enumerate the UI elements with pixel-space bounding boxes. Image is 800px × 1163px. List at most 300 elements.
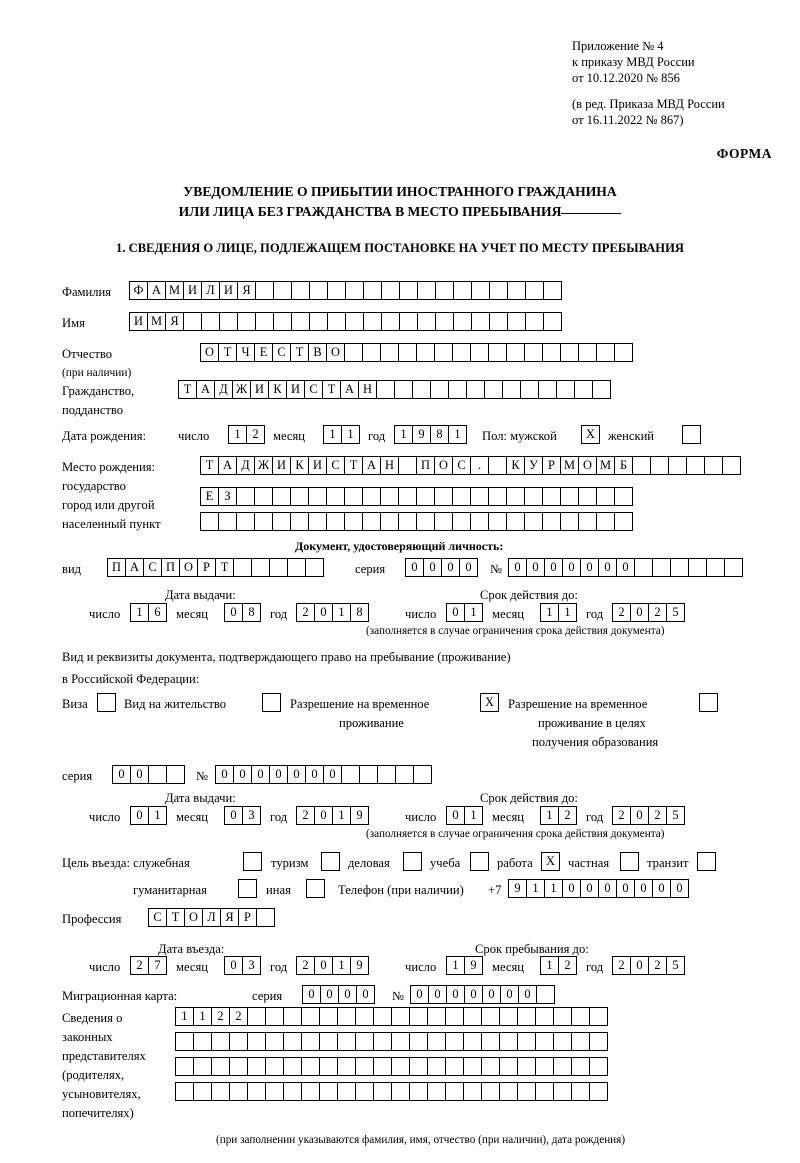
- form-cell[interactable]: Ч: [236, 343, 255, 362]
- form-cell[interactable]: 9: [464, 956, 483, 975]
- form-cell[interactable]: Л: [201, 281, 220, 300]
- form-cell[interactable]: [525, 312, 544, 331]
- form-cell[interactable]: Б: [614, 456, 633, 475]
- form-cell[interactable]: [571, 1032, 590, 1051]
- form-cell[interactable]: 1: [332, 956, 351, 975]
- form-cell[interactable]: [553, 1057, 572, 1076]
- form-cell[interactable]: [507, 281, 526, 300]
- form-cell[interactable]: [571, 1057, 590, 1076]
- birth-year-cells[interactable]: [394, 425, 466, 444]
- form-cell[interactable]: [166, 765, 185, 784]
- legal-rep-row-2-cells[interactable]: [175, 1032, 607, 1051]
- form-cell[interactable]: [193, 1032, 212, 1051]
- form-cell[interactable]: [229, 1082, 248, 1101]
- form-cell[interactable]: 0: [269, 765, 288, 784]
- form-cell[interactable]: 2: [558, 956, 577, 975]
- birth-day-cells[interactable]: [228, 425, 264, 444]
- name-cells[interactable]: [129, 312, 561, 331]
- form-cell[interactable]: [578, 487, 597, 506]
- form-cell[interactable]: 1: [228, 425, 247, 444]
- form-cell[interactable]: Р: [238, 908, 257, 927]
- form-cell[interactable]: [272, 487, 291, 506]
- form-cell[interactable]: [499, 1082, 518, 1101]
- doc-series-cells[interactable]: [405, 558, 477, 577]
- form-cell[interactable]: [380, 487, 399, 506]
- form-cell[interactable]: В: [308, 343, 327, 362]
- form-cell[interactable]: [517, 1032, 536, 1051]
- form-cell[interactable]: 7: [148, 956, 167, 975]
- form-cell[interactable]: [337, 1057, 356, 1076]
- form-cell[interactable]: [391, 1032, 410, 1051]
- doc-issue-year-cells[interactable]: [296, 603, 368, 622]
- form-cell[interactable]: 3: [242, 806, 261, 825]
- form-cell[interactable]: 1: [526, 879, 545, 898]
- form-cell[interactable]: 0: [224, 806, 243, 825]
- form-cell[interactable]: [290, 512, 309, 531]
- form-cell[interactable]: 0: [320, 985, 339, 1004]
- form-cell[interactable]: [489, 312, 508, 331]
- form-cell[interactable]: 0: [305, 765, 324, 784]
- form-cell[interactable]: 1: [544, 879, 563, 898]
- form-cell[interactable]: [560, 343, 579, 362]
- stay-month-cells[interactable]: [540, 956, 576, 975]
- form-cell[interactable]: 0: [630, 603, 649, 622]
- form-cell[interactable]: 9: [508, 879, 527, 898]
- form-cell[interactable]: [724, 558, 743, 577]
- form-cell[interactable]: [148, 765, 167, 784]
- birth-month-cells[interactable]: [323, 425, 359, 444]
- form-cell[interactable]: [201, 312, 220, 331]
- form-cell[interactable]: А: [340, 380, 359, 399]
- form-cell[interactable]: 0: [287, 765, 306, 784]
- form-cell[interactable]: 1: [341, 425, 360, 444]
- form-cell[interactable]: [381, 312, 400, 331]
- form-cell[interactable]: [326, 487, 345, 506]
- temporary-residence-checkbox[interactable]: X: [480, 693, 499, 712]
- purpose-business-checkbox[interactable]: [403, 852, 422, 871]
- form-cell[interactable]: [543, 312, 562, 331]
- form-cell[interactable]: 1: [446, 956, 465, 975]
- form-cell[interactable]: 0: [215, 765, 234, 784]
- form-cell[interactable]: 0: [482, 985, 501, 1004]
- surname-cells[interactable]: [129, 281, 561, 300]
- form-cell[interactable]: [668, 456, 687, 475]
- form-cell[interactable]: 2: [648, 956, 667, 975]
- form-cell[interactable]: [409, 1057, 428, 1076]
- form-cell[interactable]: [445, 1032, 464, 1051]
- form-cell[interactable]: 0: [508, 558, 527, 577]
- form-cell[interactable]: 0: [464, 985, 483, 1004]
- form-cell[interactable]: [376, 380, 395, 399]
- form-cell[interactable]: [435, 281, 454, 300]
- form-cell[interactable]: [536, 985, 555, 1004]
- form-cell[interactable]: [499, 1057, 518, 1076]
- birthplace-row-2-cells[interactable]: [200, 487, 632, 506]
- form-cell[interactable]: [452, 487, 471, 506]
- form-cell[interactable]: [301, 1032, 320, 1051]
- form-cell[interactable]: [287, 558, 306, 577]
- form-cell[interactable]: [269, 558, 288, 577]
- form-cell[interactable]: [175, 1082, 194, 1101]
- form-cell[interactable]: 8: [242, 603, 261, 622]
- form-cell[interactable]: [265, 1082, 284, 1101]
- form-cell[interactable]: [589, 1007, 608, 1026]
- form-cell[interactable]: П: [161, 558, 180, 577]
- visa-checkbox[interactable]: [97, 693, 116, 712]
- purpose-work-checkbox[interactable]: X: [541, 852, 560, 871]
- form-cell[interactable]: 0: [562, 558, 581, 577]
- form-cell[interactable]: О: [200, 343, 219, 362]
- form-cell[interactable]: [706, 558, 725, 577]
- form-cell[interactable]: 9: [350, 956, 369, 975]
- sex-male-checkbox[interactable]: X: [581, 425, 600, 444]
- form-cell[interactable]: [301, 1082, 320, 1101]
- stay-day-cells[interactable]: [446, 956, 482, 975]
- perm-issue-year-cells[interactable]: [296, 806, 368, 825]
- form-cell[interactable]: С: [452, 456, 471, 475]
- form-cell[interactable]: [255, 312, 274, 331]
- form-cell[interactable]: [463, 1057, 482, 1076]
- form-cell[interactable]: [592, 380, 611, 399]
- perm-valid-year-cells[interactable]: [612, 806, 684, 825]
- entry-year-cells[interactable]: [296, 956, 368, 975]
- form-cell[interactable]: [363, 312, 382, 331]
- form-cell[interactable]: С: [304, 380, 323, 399]
- form-cell[interactable]: 0: [446, 603, 465, 622]
- form-cell[interactable]: 0: [630, 956, 649, 975]
- form-cell[interactable]: [254, 512, 273, 531]
- form-cell[interactable]: [283, 1007, 302, 1026]
- form-cell[interactable]: 9: [412, 425, 431, 444]
- form-cell[interactable]: [524, 487, 543, 506]
- purpose-tourism-checkbox[interactable]: [321, 852, 340, 871]
- form-cell[interactable]: 0: [423, 558, 442, 577]
- patronymic-cells[interactable]: [200, 343, 632, 362]
- form-cell[interactable]: 1: [540, 806, 559, 825]
- doc-valid-day-cells[interactable]: [446, 603, 482, 622]
- form-cell[interactable]: И: [219, 281, 238, 300]
- form-cell[interactable]: [362, 487, 381, 506]
- form-cell[interactable]: [632, 456, 651, 475]
- form-cell[interactable]: [327, 312, 346, 331]
- form-cell[interactable]: Д: [214, 380, 233, 399]
- form-cell[interactable]: 2: [558, 806, 577, 825]
- profession-cells[interactable]: [148, 908, 274, 927]
- form-cell[interactable]: [434, 512, 453, 531]
- form-cell[interactable]: [219, 312, 238, 331]
- form-cell[interactable]: [283, 1057, 302, 1076]
- form-cell[interactable]: [211, 1082, 230, 1101]
- form-cell[interactable]: [308, 512, 327, 531]
- form-cell[interactable]: [430, 380, 449, 399]
- form-cell[interactable]: 8: [350, 603, 369, 622]
- form-cell[interactable]: Е: [200, 487, 219, 506]
- form-cell[interactable]: [553, 1082, 572, 1101]
- perm-valid-month-cells[interactable]: [540, 806, 576, 825]
- form-cell[interactable]: [488, 512, 507, 531]
- form-cell[interactable]: [538, 380, 557, 399]
- form-cell[interactable]: 3: [242, 956, 261, 975]
- purpose-study-checkbox[interactable]: [470, 852, 489, 871]
- entry-month-cells[interactable]: [224, 956, 260, 975]
- form-cell[interactable]: [589, 1082, 608, 1101]
- form-cell[interactable]: [362, 343, 381, 362]
- form-cell[interactable]: 5: [666, 603, 685, 622]
- form-cell[interactable]: 0: [356, 985, 375, 1004]
- form-cell[interactable]: Т: [178, 380, 197, 399]
- perm-valid-day-cells[interactable]: [446, 806, 482, 825]
- form-cell[interactable]: [327, 281, 346, 300]
- form-cell[interactable]: [355, 1082, 374, 1101]
- form-cell[interactable]: [596, 512, 615, 531]
- form-cell[interactable]: Т: [290, 343, 309, 362]
- legal-rep-row-3-cells[interactable]: [175, 1057, 607, 1076]
- form-cell[interactable]: 0: [251, 765, 270, 784]
- form-cell[interactable]: М: [165, 281, 184, 300]
- purpose-other-checkbox[interactable]: [306, 879, 325, 898]
- form-cell[interactable]: 0: [580, 879, 599, 898]
- form-cell[interactable]: И: [286, 380, 305, 399]
- form-cell[interactable]: Н: [380, 456, 399, 475]
- form-cell[interactable]: [344, 512, 363, 531]
- form-cell[interactable]: [337, 1007, 356, 1026]
- perm-number-cells[interactable]: [215, 765, 431, 784]
- form-cell[interactable]: [553, 1007, 572, 1026]
- form-cell[interactable]: [247, 1082, 266, 1101]
- form-cell[interactable]: [670, 558, 689, 577]
- form-cell[interactable]: [506, 343, 525, 362]
- migration-card-series-cells[interactable]: [302, 985, 374, 1004]
- form-cell[interactable]: 2: [648, 603, 667, 622]
- form-cell[interactable]: [291, 312, 310, 331]
- form-cell[interactable]: [506, 487, 525, 506]
- form-cell[interactable]: [391, 1007, 410, 1026]
- form-cell[interactable]: [398, 487, 417, 506]
- form-cell[interactable]: [409, 1007, 428, 1026]
- form-cell[interactable]: О: [184, 908, 203, 927]
- form-cell[interactable]: [484, 380, 503, 399]
- form-cell[interactable]: [305, 558, 324, 577]
- form-cell[interactable]: [688, 558, 707, 577]
- form-cell[interactable]: [251, 558, 270, 577]
- form-cell[interactable]: 0: [616, 558, 635, 577]
- legal-rep-row-1-cells[interactable]: [175, 1007, 607, 1026]
- form-cell[interactable]: И: [272, 456, 291, 475]
- form-cell[interactable]: [211, 1057, 230, 1076]
- form-cell[interactable]: [524, 512, 543, 531]
- phone-cells[interactable]: [508, 879, 688, 898]
- form-cell[interactable]: [395, 765, 414, 784]
- form-cell[interactable]: [200, 512, 219, 531]
- form-cell[interactable]: [470, 512, 489, 531]
- form-cell[interactable]: [470, 343, 489, 362]
- form-cell[interactable]: [341, 765, 360, 784]
- form-cell[interactable]: [373, 1007, 392, 1026]
- form-cell[interactable]: 0: [526, 558, 545, 577]
- form-cell[interactable]: [571, 1082, 590, 1101]
- form-cell[interactable]: [380, 512, 399, 531]
- doc-valid-month-cells[interactable]: [540, 603, 576, 622]
- form-cell[interactable]: К: [268, 380, 287, 399]
- form-cell[interactable]: [355, 1007, 374, 1026]
- form-cell[interactable]: [517, 1007, 536, 1026]
- form-cell[interactable]: 1: [464, 806, 483, 825]
- form-cell[interactable]: 0: [446, 985, 465, 1004]
- form-cell[interactable]: 2: [612, 956, 631, 975]
- form-cell[interactable]: [614, 343, 633, 362]
- form-cell[interactable]: 1: [175, 1007, 194, 1026]
- form-cell[interactable]: [535, 1057, 554, 1076]
- form-cell[interactable]: [337, 1032, 356, 1051]
- form-cell[interactable]: [412, 380, 431, 399]
- form-cell[interactable]: [183, 312, 202, 331]
- form-cell[interactable]: 0: [130, 765, 149, 784]
- form-cell[interactable]: [398, 512, 417, 531]
- form-cell[interactable]: А: [196, 380, 215, 399]
- form-cell[interactable]: 0: [630, 806, 649, 825]
- form-cell[interactable]: 2: [246, 425, 265, 444]
- form-cell[interactable]: 1: [148, 806, 167, 825]
- form-cell[interactable]: [520, 380, 539, 399]
- form-cell[interactable]: Т: [200, 456, 219, 475]
- form-cell[interactable]: [399, 312, 418, 331]
- form-cell[interactable]: 1: [130, 603, 149, 622]
- form-cell[interactable]: [481, 1032, 500, 1051]
- form-cell[interactable]: [193, 1057, 212, 1076]
- form-cell[interactable]: [394, 380, 413, 399]
- form-cell[interactable]: Т: [344, 456, 363, 475]
- form-cell[interactable]: [453, 312, 472, 331]
- form-cell[interactable]: [488, 487, 507, 506]
- form-cell[interactable]: [525, 281, 544, 300]
- form-cell[interactable]: 0: [233, 765, 252, 784]
- form-cell[interactable]: К: [290, 456, 309, 475]
- form-cell[interactable]: Т: [166, 908, 185, 927]
- form-cell[interactable]: [452, 512, 471, 531]
- perm-series-cells[interactable]: [112, 765, 184, 784]
- form-cell[interactable]: [229, 1032, 248, 1051]
- form-cell[interactable]: 2: [648, 806, 667, 825]
- form-cell[interactable]: [652, 558, 671, 577]
- citizenship-cells[interactable]: [178, 380, 610, 399]
- form-cell[interactable]: [571, 1007, 590, 1026]
- form-cell[interactable]: [413, 765, 432, 784]
- form-cell[interactable]: [399, 281, 418, 300]
- form-cell[interactable]: [193, 1082, 212, 1101]
- form-cell[interactable]: К: [506, 456, 525, 475]
- migration-card-number-cells[interactable]: [410, 985, 554, 1004]
- form-cell[interactable]: [463, 1007, 482, 1026]
- form-cell[interactable]: [337, 1082, 356, 1101]
- form-cell[interactable]: И: [308, 456, 327, 475]
- form-cell[interactable]: [308, 487, 327, 506]
- form-cell[interactable]: 0: [459, 558, 478, 577]
- form-cell[interactable]: [535, 1082, 554, 1101]
- form-cell[interactable]: 1: [394, 425, 413, 444]
- form-cell[interactable]: 0: [598, 879, 617, 898]
- form-cell[interactable]: 0: [616, 879, 635, 898]
- form-cell[interactable]: [273, 281, 292, 300]
- form-cell[interactable]: 0: [314, 956, 333, 975]
- form-cell[interactable]: 1: [464, 603, 483, 622]
- form-cell[interactable]: 0: [112, 765, 131, 784]
- form-cell[interactable]: [427, 1082, 446, 1101]
- form-cell[interactable]: А: [147, 281, 166, 300]
- form-cell[interactable]: [175, 1057, 194, 1076]
- form-cell[interactable]: 0: [410, 985, 429, 1004]
- form-cell[interactable]: З: [218, 487, 237, 506]
- form-cell[interactable]: 0: [518, 985, 537, 1004]
- form-cell[interactable]: С: [148, 908, 167, 927]
- form-cell[interactable]: [233, 558, 252, 577]
- purpose-official-checkbox[interactable]: [243, 852, 262, 871]
- form-cell[interactable]: [686, 456, 705, 475]
- form-cell[interactable]: [650, 456, 669, 475]
- doc-issue-month-cells[interactable]: [224, 603, 260, 622]
- form-cell[interactable]: [416, 487, 435, 506]
- form-cell[interactable]: Л: [202, 908, 221, 927]
- form-cell[interactable]: Н: [358, 380, 377, 399]
- form-cell[interactable]: Ж: [232, 380, 251, 399]
- form-cell[interactable]: А: [362, 456, 381, 475]
- stay-year-cells[interactable]: [612, 956, 684, 975]
- form-cell[interactable]: 0: [314, 603, 333, 622]
- form-cell[interactable]: [614, 512, 633, 531]
- form-cell[interactable]: 0: [634, 879, 653, 898]
- education-residence-checkbox[interactable]: [699, 693, 718, 712]
- entry-day-cells[interactable]: [130, 956, 166, 975]
- form-cell[interactable]: 0: [446, 806, 465, 825]
- form-cell[interactable]: 2: [130, 956, 149, 975]
- form-cell[interactable]: 0: [544, 558, 563, 577]
- form-cell[interactable]: [481, 1007, 500, 1026]
- form-cell[interactable]: [391, 1082, 410, 1101]
- form-cell[interactable]: 8: [430, 425, 449, 444]
- form-cell[interactable]: [589, 1057, 608, 1076]
- form-cell[interactable]: [704, 456, 723, 475]
- form-cell[interactable]: [507, 312, 526, 331]
- form-cell[interactable]: С: [272, 343, 291, 362]
- birthplace-row-1-cells[interactable]: [200, 456, 740, 475]
- form-cell[interactable]: Я: [220, 908, 239, 927]
- form-cell[interactable]: А: [125, 558, 144, 577]
- form-cell[interactable]: 2: [612, 806, 631, 825]
- form-cell[interactable]: Р: [197, 558, 216, 577]
- form-cell[interactable]: [417, 281, 436, 300]
- form-cell[interactable]: [326, 512, 345, 531]
- form-cell[interactable]: [319, 1082, 338, 1101]
- form-cell[interactable]: [452, 343, 471, 362]
- form-cell[interactable]: [470, 487, 489, 506]
- form-cell[interactable]: 6: [148, 603, 167, 622]
- form-cell[interactable]: [236, 512, 255, 531]
- form-cell[interactable]: 1: [332, 806, 351, 825]
- form-cell[interactable]: [355, 1057, 374, 1076]
- form-cell[interactable]: [290, 487, 309, 506]
- form-cell[interactable]: [309, 312, 328, 331]
- form-cell[interactable]: О: [326, 343, 345, 362]
- form-cell[interactable]: А: [218, 456, 237, 475]
- birthplace-row-3-cells[interactable]: [200, 512, 632, 531]
- form-cell[interactable]: 0: [323, 765, 342, 784]
- form-cell[interactable]: О: [434, 456, 453, 475]
- form-cell[interactable]: Ж: [254, 456, 273, 475]
- form-cell[interactable]: [524, 343, 543, 362]
- form-cell[interactable]: 1: [448, 425, 467, 444]
- form-cell[interactable]: [466, 380, 485, 399]
- form-cell[interactable]: [373, 1057, 392, 1076]
- form-cell[interactable]: М: [147, 312, 166, 331]
